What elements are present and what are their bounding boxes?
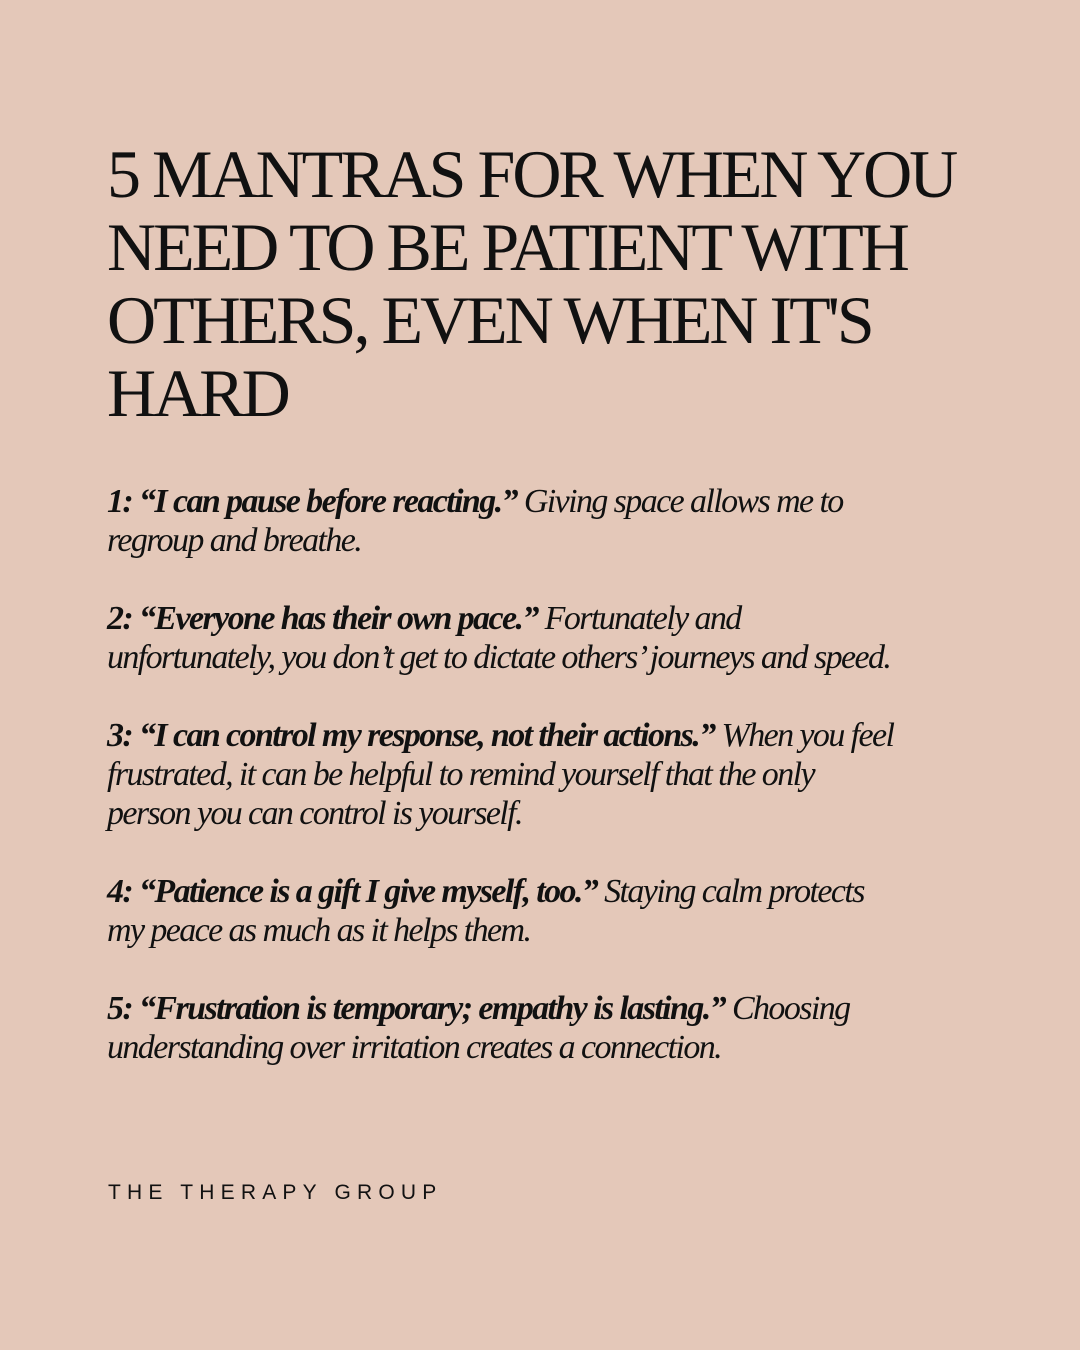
mantra-item-4 (107, 872, 897, 950)
mantra-text: Giving space allows me to regroup and breathe. (107, 483, 843, 559)
mantra-text: Staying calm protects my peace as much as it helps them. (107, 873, 864, 949)
mantra-text: When you feel frustrated, it can be helpful to remind yourself that the only person you can control is yourself. (107, 717, 894, 832)
mantra-list (107, 482, 897, 1067)
mantra-lead: 3: “I can control my response, not their actions.” (107, 717, 715, 754)
post-content (107, 138, 987, 1106)
page-title: 5 MANTRAS FOR WHEN YOU NEED TO BE PATIENT WITH OTHERS, EVEN WHEN IT'S HARD (107, 136, 956, 431)
brand-wordmark: THE THERAPY GROUP (108, 1181, 443, 1204)
mantra-item-2 (107, 599, 897, 677)
mantra-lead: 2: “Everyone has their own pace.” (107, 600, 538, 637)
mantra-text: Choosing understanding over irritation creates a connection. (107, 990, 850, 1066)
mantra-lead: 5: “Frustration is temporary; empathy is lasting.” (107, 990, 726, 1027)
mantra-item-3 (107, 716, 897, 833)
mantra-item-5 (107, 989, 897, 1067)
mantra-lead: 1: “I can pause before reacting.” (107, 483, 517, 520)
mantra-lead: 4: “Patience is a gift I give myself, too.” (107, 873, 598, 910)
mantra-text: Fortunately and unfortunately, you don’t get to dictate others’ journeys and speed. (107, 600, 891, 676)
mantra-item-1 (107, 482, 897, 560)
